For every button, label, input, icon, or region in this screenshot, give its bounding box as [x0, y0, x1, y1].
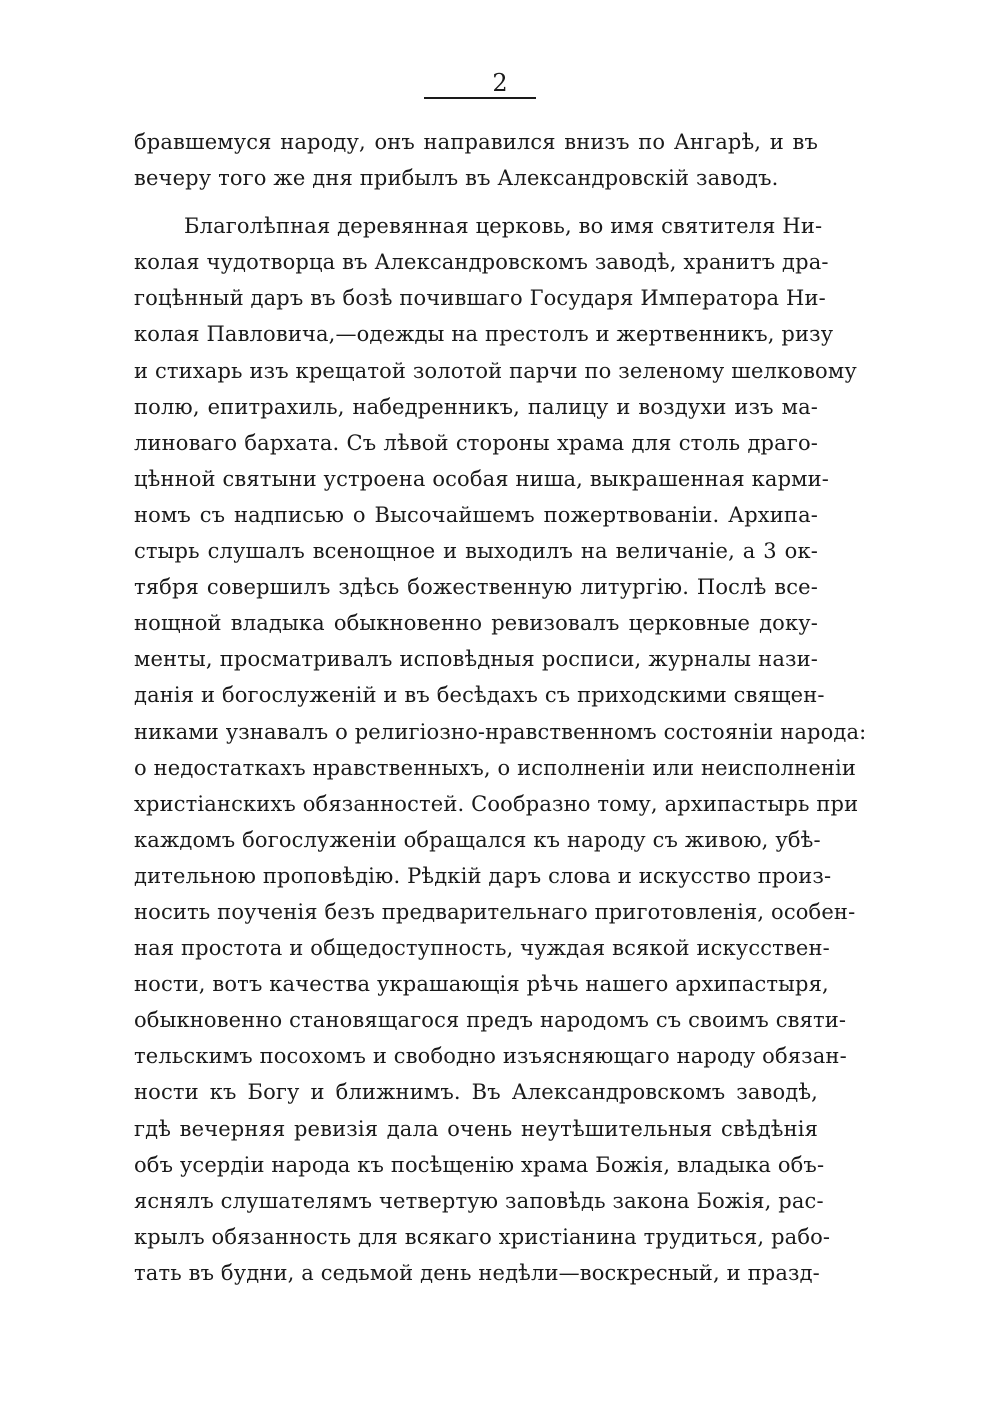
text-line: бравшемуся народу, онъ направился внизъ по Ангарѣ, и въ [134, 130, 818, 154]
text-line: номъ съ надписью о Высочайшемъ пожертвованіи. Архипа- [134, 502, 818, 527]
text-line: полю, епитрахиль, набедренникъ, палицу и воздухи изъ ма- [134, 394, 818, 419]
text-line: ная простота и общедоступность, чуждая всякой искусствен- [134, 936, 830, 961]
text-line: вечеру того же дня прибылъ въ Александровскій заводъ. [134, 166, 779, 191]
text-line: тать въ будни, а седьмой день недѣли—воскресный, и празд- [134, 1260, 820, 1285]
text-line: о недостаткахъ нравственныхъ, о исполненіи или неисполненіи [134, 755, 857, 780]
text-line: яснялъ слушателямъ четвертую заповѣдь закона Божія, рас- [134, 1188, 824, 1213]
text-line: дительною проповѣдію. Рѣдкій даръ слова и искусство произ- [134, 863, 832, 888]
text-line: объ усердіи народа къ посѣщенію храма Божія, владыка объ- [134, 1152, 825, 1177]
text-line: гдѣ вечерняя ревизія дала очень неутѣшительныя свѣдѣнія [134, 1116, 818, 1141]
text-line: христіанскихъ обязанностей. Сообразно тому, архипастырь при [134, 791, 859, 816]
text-line: нощной владыка обыкновенно ревизовалъ церковные доку- [134, 611, 818, 636]
text-line: тября совершилъ здѣсь божественную литургію. Послѣ все- [134, 575, 818, 600]
text-line: ности къ Богу и ближнимъ. Въ Александровскомъ заводѣ, [134, 1080, 818, 1105]
paragraph-gap [134, 196, 818, 208]
text-line: тельскимъ посохомъ и свободно изъясняющаго народу обязан- [134, 1044, 847, 1069]
text-line: стырь слушалъ всенощное и выходилъ на величаніе, а 3 ок- [134, 539, 818, 564]
paragraph-2 [134, 208, 867, 1291]
text-line: колая чудотворца въ Александровскомъ заводѣ, хранитъ дра- [134, 250, 829, 275]
text-line: гоцѣнный даръ въ бозѣ почившаго Государя Императора Ни- [134, 286, 826, 311]
text-line: носить поученія безъ предварительнаго приготовленія, особен- [134, 899, 856, 924]
text-line: крылъ обязанность для всякаго христіанина трудиться, рабо- [134, 1224, 831, 1249]
body-text [134, 124, 867, 1291]
text-line: колая Павловича,—одежды на престолъ и жертвенникъ, ризу [134, 322, 834, 347]
text-line: менты, просматривалъ исповѣдныя росписи, журналы нази- [134, 647, 818, 672]
text-line: и стихарь изъ крещатой золотой парчи по зеленому шелковому [134, 358, 857, 383]
text-line: никами узнавалъ о религіозно-нравственномъ состояніи народа: [134, 719, 867, 744]
text-line: данія и богослуженій и въ бесѣдахъ съ приходскими священ- [134, 683, 825, 708]
text-line: Благолѣпная деревянная церковь, во имя святителя Ни- [184, 214, 823, 239]
page-number: 2 [492, 69, 508, 97]
paragraph-1 [134, 124, 818, 196]
text-line: каждомъ богослуженіи обращался къ народу съ живою, убѣ- [134, 827, 821, 852]
text-line: цѣнной святыни устроена особая ниша, выкрашенная карми- [134, 466, 830, 491]
text-line: обыкновенно становящагося предъ народомъ съ своимъ святи- [134, 1008, 847, 1033]
page-number-rule [424, 97, 536, 99]
text-line: ности, вотъ качества украшающія рѣчь нашего архипастыря, [134, 972, 829, 997]
text-line: линоваго бархата. Съ лѣвой стороны храма для столь драго- [134, 430, 818, 455]
